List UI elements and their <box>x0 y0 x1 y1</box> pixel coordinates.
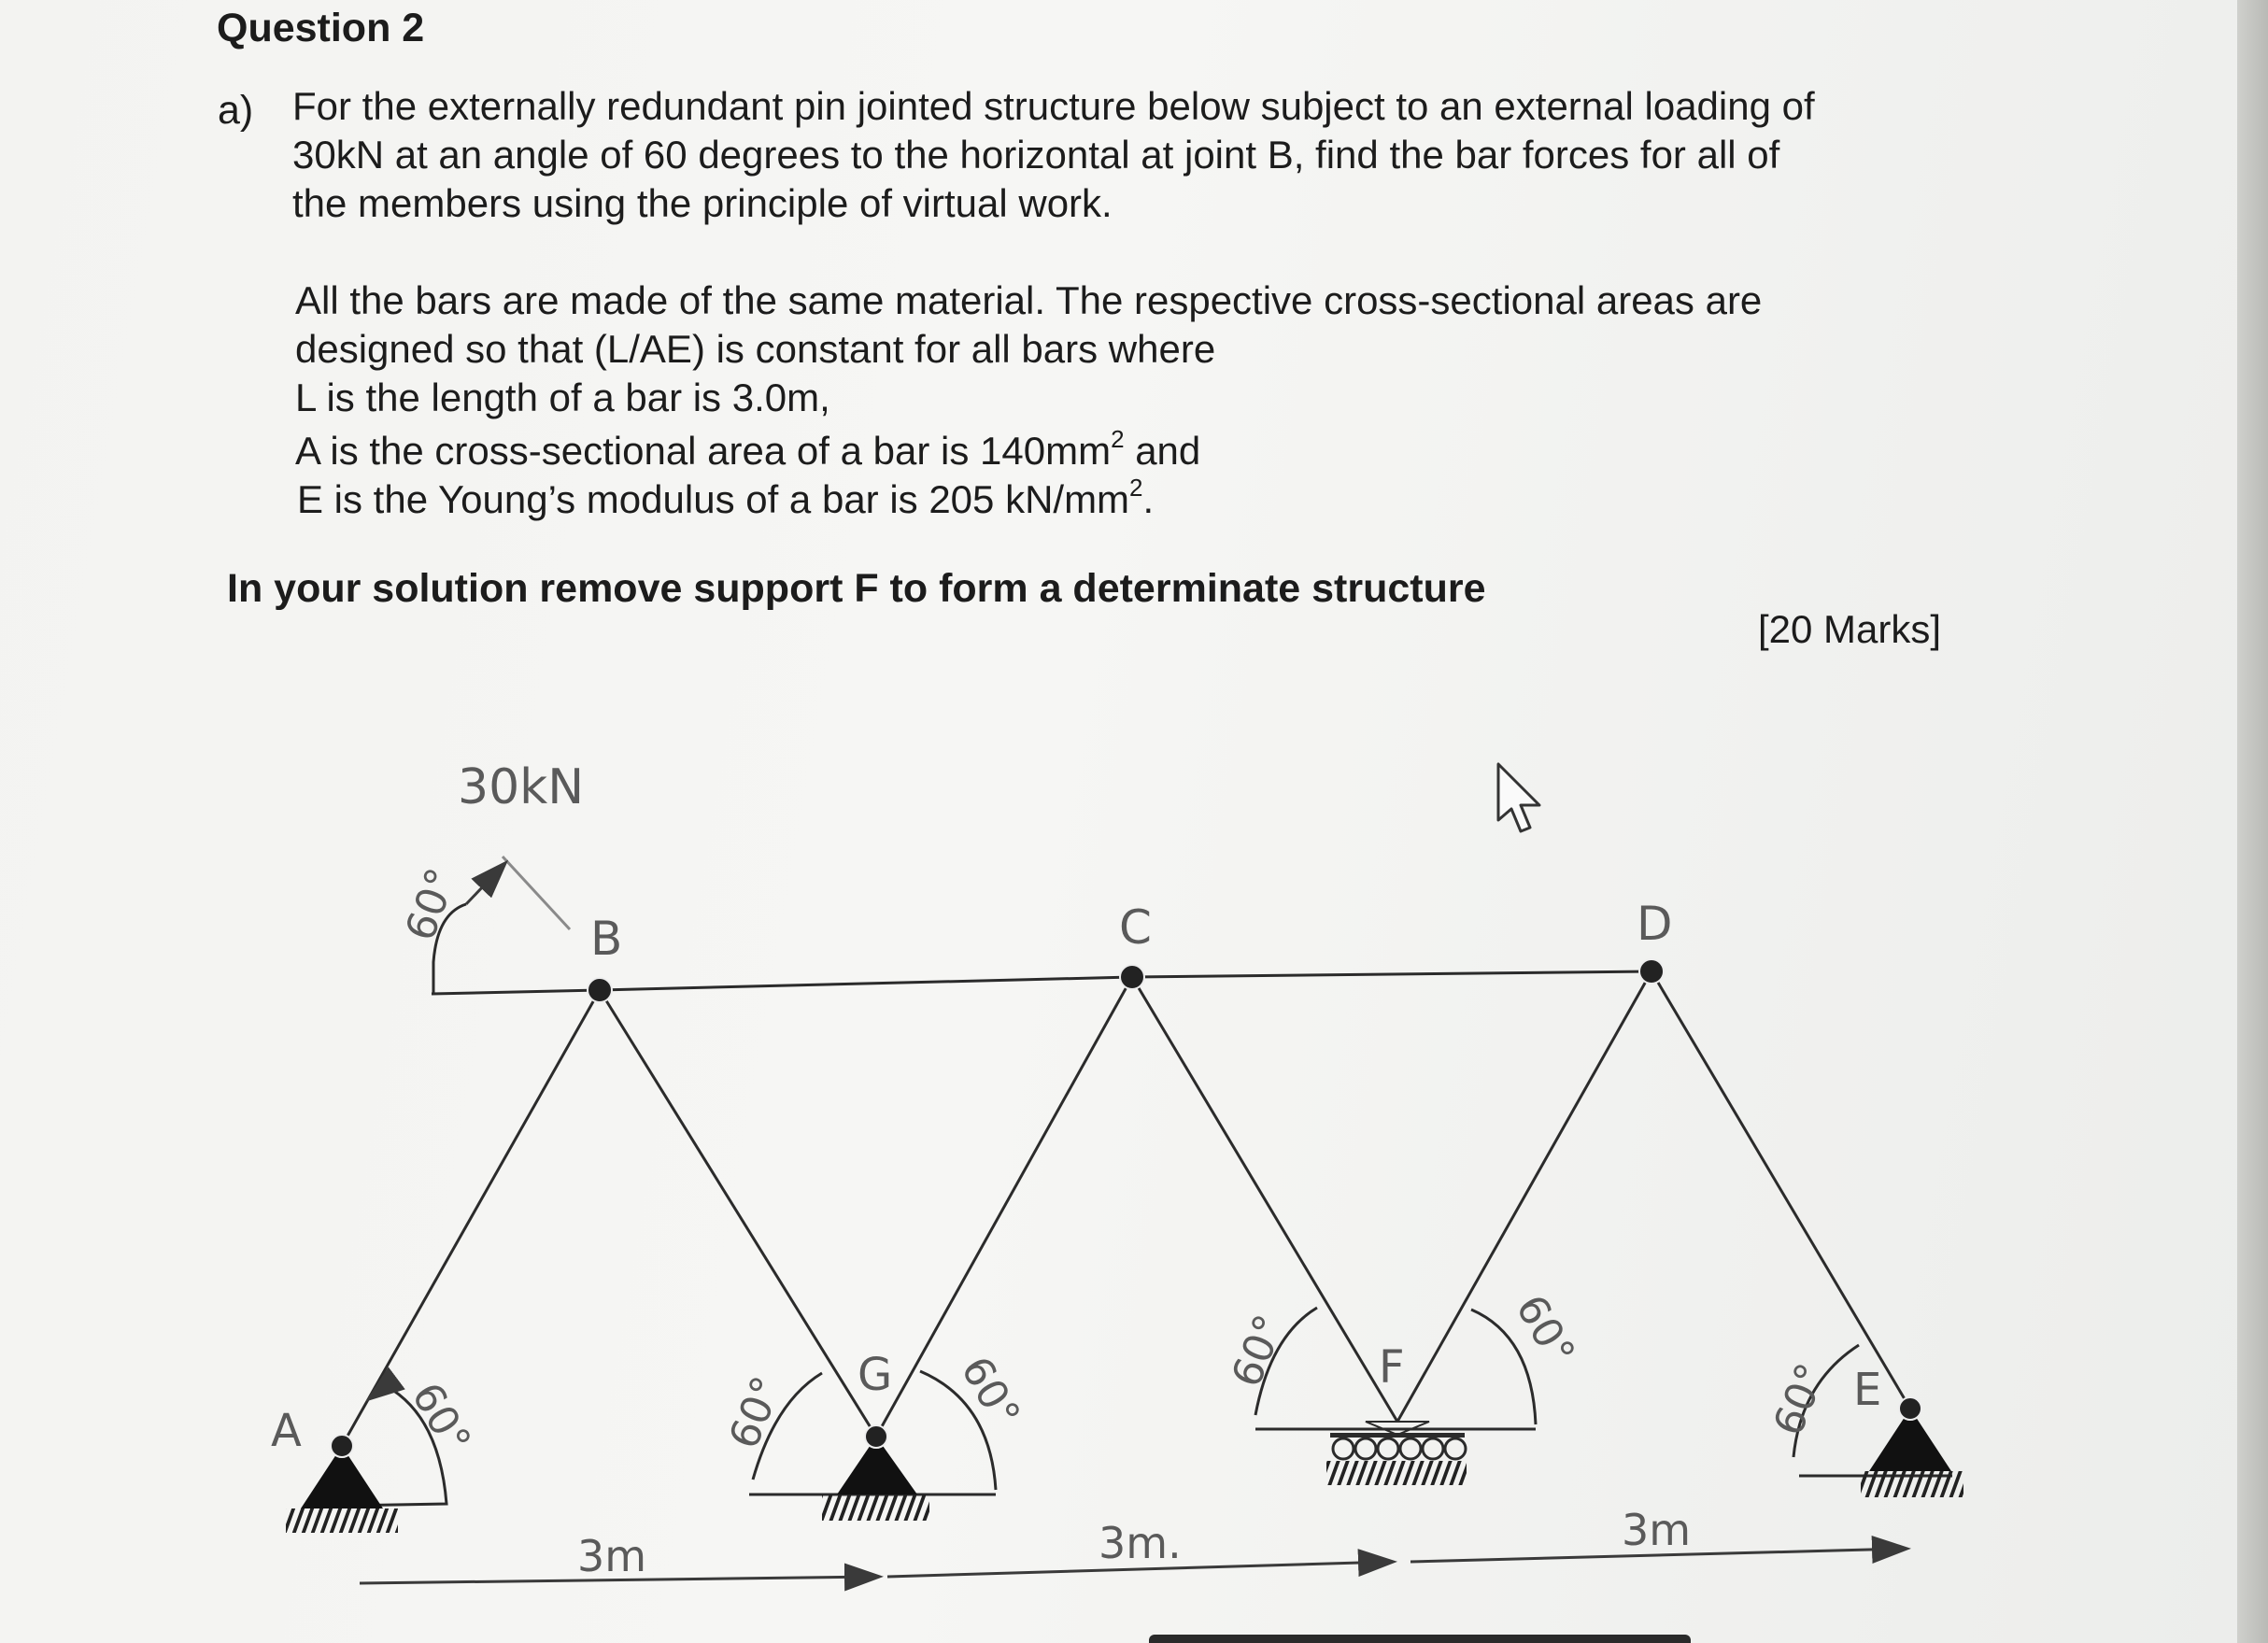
angle-label-f-right: 60° <box>1506 1287 1584 1375</box>
joint-label-e: E <box>1853 1364 1882 1416</box>
dimension-label-3: 3m <box>1622 1505 1692 1555</box>
angle-label-g-left: 60° <box>719 1369 792 1456</box>
load-arrow <box>503 857 570 929</box>
joint-label-d: D <box>1637 897 1673 951</box>
member-cd <box>1132 971 1651 977</box>
screen-bezel <box>2237 0 2268 1643</box>
member-fd <box>1397 971 1651 1422</box>
angle-label-a: 60° <box>402 1375 480 1463</box>
joint-label-g: G <box>858 1349 893 1401</box>
part-a-line-1: For the externally redundant pin jointed structure below subject to an external loading of <box>292 84 1815 128</box>
angle-label-load: 60° <box>396 862 467 947</box>
joint-label-a: A <box>271 1405 302 1457</box>
material-line-1: All the bars are made of the same material. The respective cross-sectional areas are <box>295 278 1763 322</box>
joint-label-b: B <box>590 912 623 966</box>
part-label: a) <box>218 88 254 133</box>
length-line: L is the length of a bar is 3.0m, <box>295 375 830 419</box>
support-g-ground <box>822 1494 929 1521</box>
roller-bar <box>1330 1433 1465 1438</box>
angle-label-e: 60° <box>1764 1356 1836 1443</box>
support-a-ground <box>286 1508 398 1533</box>
part-a-line-2: 30kN at an angle of 60 degrees to the horizontal at joint B, find the bar forces for all of <box>292 133 1780 177</box>
member-ab <box>342 990 600 1446</box>
rollers <box>1333 1438 1466 1459</box>
support-f-ground <box>1326 1461 1467 1485</box>
instruction-text: In your solution remove support F to form a determinate structure <box>227 566 1486 611</box>
area-line: A is the cross-sectional area of a bar is $140mm^2$ and <box>295 425 1201 473</box>
top-chord-left-extension <box>432 990 600 994</box>
load-arrow-upper <box>466 864 504 904</box>
joint-pins <box>331 959 1921 1457</box>
dimension-label-1: 3m <box>577 1531 647 1581</box>
part-a-line-3: the members using the principle of virtual work. <box>292 181 1113 225</box>
marks-label: [20 Marks] <box>1758 607 1942 651</box>
angle-label-f-left: 60° <box>1222 1308 1295 1395</box>
load-label: 30kN <box>458 759 585 815</box>
joint-label-f: F <box>1379 1341 1405 1394</box>
material-line-2: designed so that (L/AE) is constant for all bars where <box>295 327 1216 371</box>
support-e-ground <box>1861 1471 1963 1497</box>
joint-label-c: C <box>1119 900 1152 955</box>
modulus-line: E is the Young’s modulus of a bar is 205 $kN/mm^2$. <box>297 474 1155 521</box>
member-de <box>1651 971 1910 1409</box>
dimension-label-2: 3m. <box>1099 1518 1182 1568</box>
angle-label-g-right: 60° <box>951 1349 1029 1437</box>
member-bg <box>600 990 876 1437</box>
question-title: Question 2 <box>217 6 425 50</box>
mouse-cursor-icon <box>1498 764 1539 831</box>
member-bc <box>600 977 1132 990</box>
